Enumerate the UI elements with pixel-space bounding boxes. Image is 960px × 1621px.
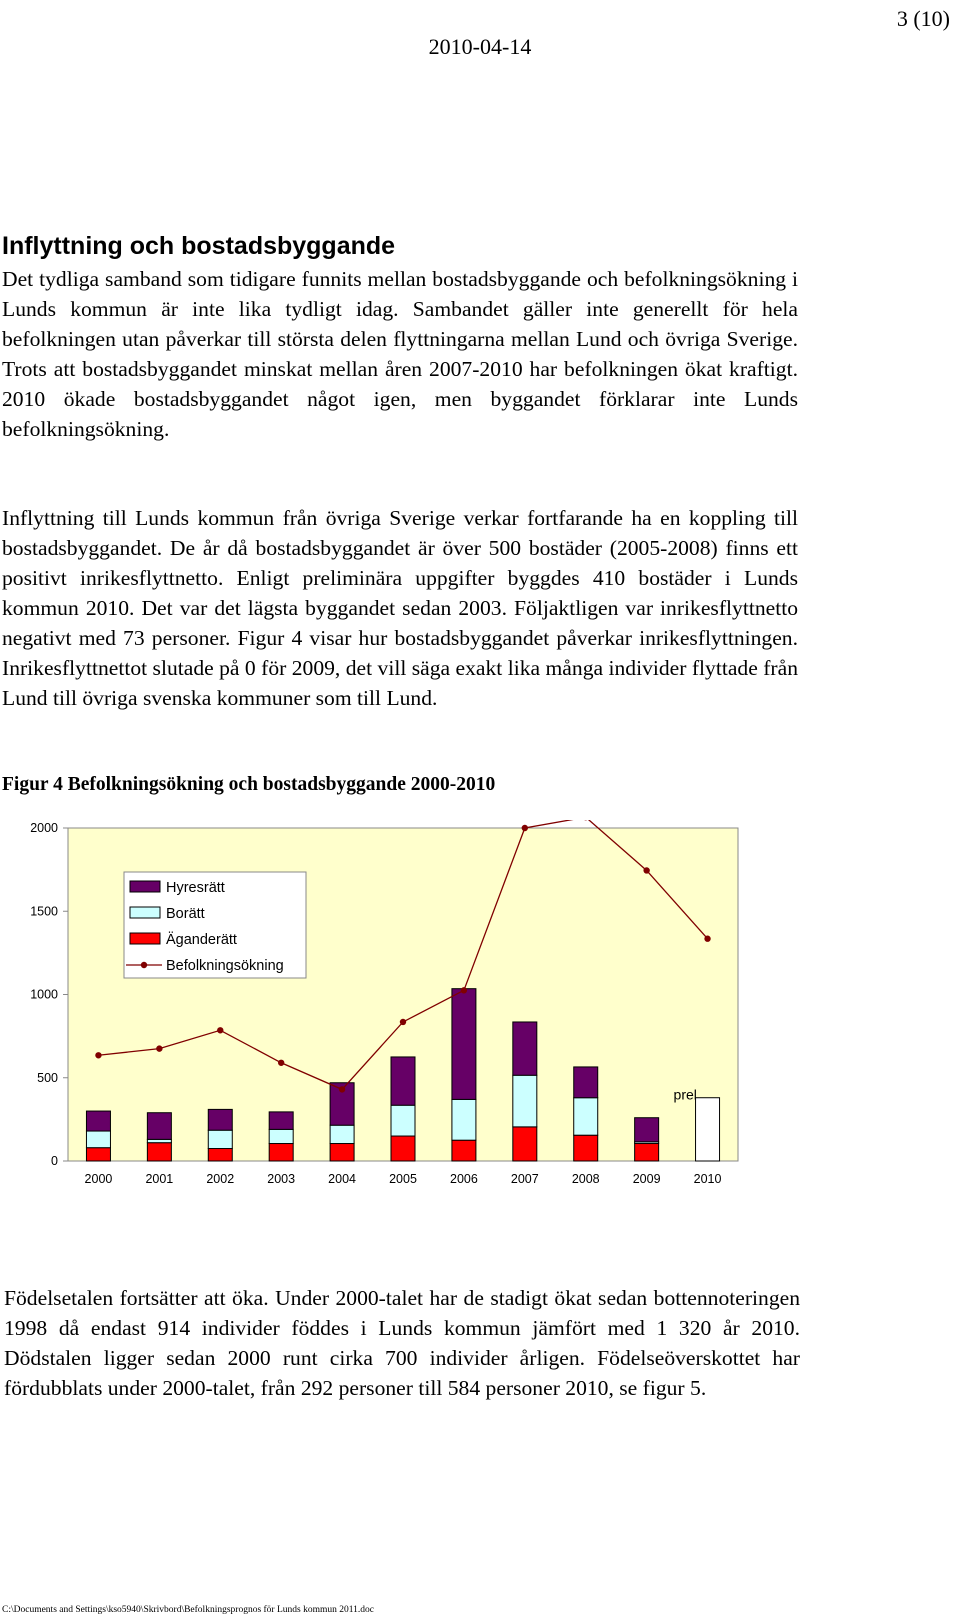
bar--gander-tt xyxy=(635,1144,659,1161)
paragraph-3: Födelsetalen fortsätter att öka. Under 2000-talet har de stadigt ökat sedan bottennoteringen 1998 då endast 914 individer föddes i Lunds kommun jämfört med 1 320 år 2010. Dödstalen ligger sedan 2000 runt cirka 700 individer årligen. Födelseöverskottet har fördubblats under 2000-talet, från 292 personer till 584 personer 2010, se figur 5. xyxy=(4,1286,800,1400)
legend-label: Befolkningsökning xyxy=(166,958,284,974)
line-point xyxy=(156,1045,162,1051)
bar-bor-tt xyxy=(574,1098,598,1135)
bar--gander-tt xyxy=(269,1144,293,1161)
legend-swatch xyxy=(130,907,160,918)
y-tick-label: 1500 xyxy=(30,904,58,919)
x-tick-label: 2007 xyxy=(510,1172,539,1186)
bar--gander-tt xyxy=(452,1140,476,1161)
line-point xyxy=(95,1052,101,1058)
bar--gander-tt xyxy=(513,1127,537,1161)
bar--gander-tt xyxy=(391,1136,415,1161)
bar-hyresr-tt xyxy=(635,1118,659,1142)
bar-bor-tt xyxy=(86,1131,110,1148)
legend-label: Äganderätt xyxy=(166,932,237,948)
bar--gander-tt xyxy=(330,1144,354,1161)
bar-hyresr-tt xyxy=(574,1067,598,1098)
y-tick-label: 0 xyxy=(51,1154,58,1168)
x-tick-label: 2001 xyxy=(145,1172,174,1186)
y-tick-label: 1000 xyxy=(30,987,58,1002)
x-tick-label: 2005 xyxy=(389,1172,417,1186)
figure-caption: Figur 4 Befolkningsökning och bostadsbyggande 2000-2010 xyxy=(2,774,496,795)
footer-file-path: C:\Documents and Settings\kso5940\Skrivbord\Befolkningsprognos för Lunds kommun 2011.doc xyxy=(2,1605,374,1615)
paragraph-2: Inflyttning till Lunds kommun från övriga Sverige verkar fortfarande ha en koppling till bostadsbyggandet. De år då bostadsbyggandet är över 500 bostäder (2005-2008) finns ett positivt inrikesflyttnetto. Enligt preliminära uppgifter byggdes 410 bostäder i Lunds kommun 2010. Det var det lägsta byggandet sedan 2003. Följaktligen var inrikesflyttnetto negativt med 73 personer. Figur 4 visar hur bostadsbyggandet påverkar inrikesflyttningen. Inrikesflyttnettot slutade på 0 för 2009, det vill säga exakt lika många individer flyttade från Lund till övriga svenska kommuner som till Lund. xyxy=(2,506,798,710)
line-point xyxy=(278,1060,284,1066)
bar-hyresr-tt xyxy=(269,1112,293,1129)
paragraph-1: Det tydliga samband som tidigare funnits mellan bostadsbyggande och befolkningsökning i Lunds kommun är inte lika tydligt idag. Sambandet gäller inte generellt för hela befolkningen utan påverkar till största delen flyttningarna mellan Lund och övriga Sverige. Trots att bostadsbyggandet minskat mellan åren 2007-2010 har befolkningen ökat kraftigt. 2010 ökade bostadsbyggandet något igen, men byggandet förklarar inte Lunds befolkningsökning. xyxy=(2,267,798,441)
bar-bor-tt xyxy=(391,1105,415,1136)
bar-hyresr-tt xyxy=(86,1111,110,1131)
section-heading: Inflyttning och bostadsbyggande xyxy=(2,232,396,260)
x-tick-label: 2006 xyxy=(450,1172,478,1186)
line-point xyxy=(339,1086,345,1092)
bar-bor-tt xyxy=(513,1075,537,1127)
page-number: 3 (10) xyxy=(896,6,950,31)
line-point xyxy=(704,936,710,942)
bar--gander-tt xyxy=(208,1149,232,1161)
legend-swatch xyxy=(130,881,160,892)
line-point xyxy=(400,1019,406,1025)
bar-hyresr-tt xyxy=(147,1113,171,1140)
bar-bor-tt xyxy=(452,1099,476,1140)
bar-bor-tt xyxy=(208,1130,232,1148)
line-point xyxy=(643,867,649,873)
chart-annotation: prel xyxy=(673,1086,697,1103)
bar-hyresr-tt xyxy=(452,989,476,1100)
bar--gander-tt xyxy=(574,1135,598,1161)
population-housing-chart xyxy=(0,820,800,1240)
bar-hyresr-tt xyxy=(208,1109,232,1130)
legend-swatch xyxy=(130,933,160,944)
x-tick-label: 2000 xyxy=(84,1172,113,1186)
legend-marker xyxy=(141,962,147,968)
x-tick-label: 2008 xyxy=(571,1172,600,1186)
y-tick-label: 2000 xyxy=(30,821,58,835)
bar-bor-tt xyxy=(330,1125,354,1143)
bar-bor-tt xyxy=(269,1129,293,1143)
x-tick-label: 2004 xyxy=(328,1172,356,1186)
line-point xyxy=(522,825,528,831)
bar-hyresr-tt xyxy=(391,1057,415,1105)
line-point xyxy=(217,1027,223,1033)
x-tick-label: 2002 xyxy=(206,1172,235,1186)
y-tick-label: 500 xyxy=(37,1070,58,1085)
legend-label: Hyresrätt xyxy=(166,880,225,896)
x-tick-label: 2003 xyxy=(267,1172,296,1186)
x-tick-label: 2010 xyxy=(693,1172,722,1186)
bar-unsplit xyxy=(696,1098,720,1161)
x-tick-label: 2009 xyxy=(632,1172,661,1186)
bar--gander-tt xyxy=(147,1143,171,1161)
line-point xyxy=(461,987,467,993)
bar--gander-tt xyxy=(86,1148,110,1161)
legend-label: Borätt xyxy=(166,906,205,922)
bar-hyresr-tt xyxy=(513,1022,537,1075)
document-date: 2010-04-14 xyxy=(428,34,532,59)
